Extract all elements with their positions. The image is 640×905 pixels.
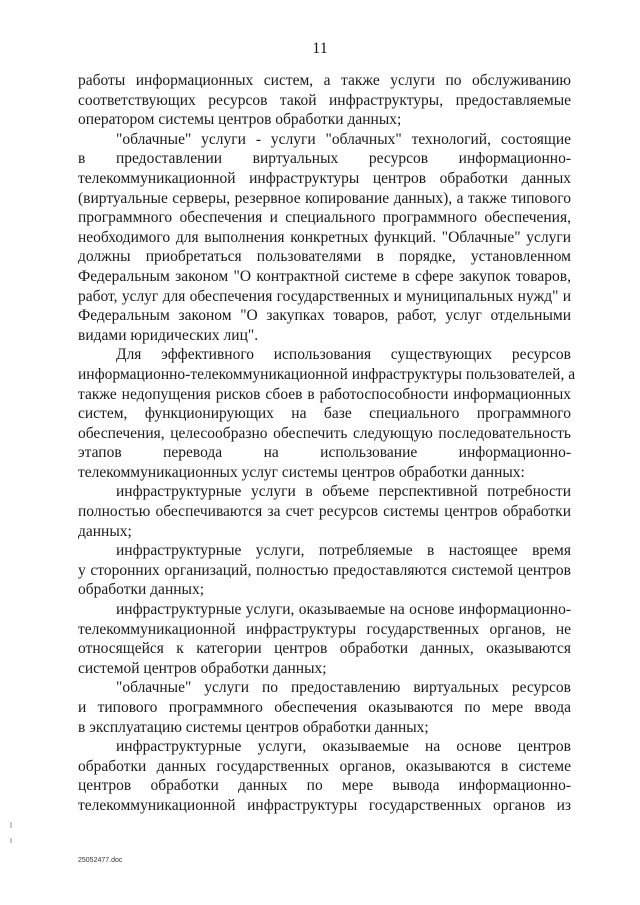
text-line: инфраструктурные услуги, оказываемые на основе центров (116, 738, 571, 756)
text-line: системой центров обработки данных; (78, 659, 327, 677)
text-line: оператором системы центров обработки данных; (78, 111, 402, 129)
text-line: относящейся к категории центров обработки данных, оказываются (78, 640, 571, 658)
text-line: необходимого для выполнения конкретных функций. "Облачные" услуги (78, 228, 571, 246)
document-footer: 25052477.doc (78, 857, 123, 864)
text-line: (виртуальные серверы, резервное копирование данных), а также типового (78, 189, 571, 207)
text-line: программного обеспечения и специального программного обеспечения, (78, 209, 571, 227)
text-line: видами юридических лиц". (78, 326, 259, 344)
text-line: инфраструктурные услуги, оказываемые на основе информационно- (116, 601, 571, 619)
scan-margin-mark (10, 838, 12, 843)
text-line: телекоммуникационной инфраструктуры центров обработки данных (78, 169, 571, 187)
text-line: обработки данных; (78, 581, 204, 599)
text-line: "облачные" услуги по предоставлению виртуальных ресурсов (116, 679, 571, 697)
page-number: 11 (312, 40, 328, 57)
document-body (78, 71, 576, 816)
text-line: данных; (78, 522, 132, 540)
text-line: соответствующих ресурсов такой инфраструктуры, предоставляемые (78, 91, 571, 109)
text-line: систем, функционирующих на базе специального программного (78, 405, 571, 423)
scan-margin-mark (10, 822, 12, 828)
text-line: телекоммуникационной инфраструктуры государственных органов из (78, 796, 571, 814)
text-line: в эксплуатацию системы центров обработки данных; (78, 718, 429, 736)
text-line: этапов перевода на использование информационно- (78, 444, 571, 462)
text-line: Федеральным законом "О контрактной системе в сфере закупок товаров, (78, 267, 571, 285)
text-line: работ, услуг для обеспечения государственных и муниципальных нужд" и (78, 287, 571, 305)
text-line: Федеральным законом "О закупках товаров, работ, услуг отдельными (78, 307, 571, 325)
text-line: инфраструктурные услуги, потребляемые в настоящее время (116, 542, 571, 560)
text-line: инфраструктурные услуги в объеме перспективной потребности (116, 483, 571, 501)
text-line: информационно-телекоммуникационной инфраструктуры пользователей, а (78, 365, 576, 383)
text-line: телекоммуникационной инфраструктуры государственных органов, не (78, 620, 571, 638)
text-line: у сторонних организаций, полностью предоставляются системой центров (78, 561, 571, 579)
text-line: работы информационных систем, а также услуги по обслуживанию (78, 72, 571, 89)
text-line: полностью обеспечиваются за счет ресурсов системы центров обработки (78, 503, 571, 521)
text-line: должны приобретаться пользователями в порядке, установленном (78, 248, 571, 266)
text-line: в предоставлении виртуальных ресурсов информационно- (78, 150, 571, 168)
text-line: Для эффективного использования существующих ресурсов (116, 346, 571, 364)
text-line: и типового программного обеспечения оказываются по мере ввода (78, 699, 571, 716)
text-line: центров обработки данных по мере вывода информационно- (78, 777, 571, 795)
text-line: также недопущения рисков сбоев в работоспособности информационных (78, 385, 571, 403)
text-line: обеспечения, целесообразно обеспечить следующую последовательность (78, 424, 571, 442)
text-line: "облачные" услуги - услуги "облачных" технологий, состоящие (116, 130, 571, 148)
text-line: обработки данных государственных органов, оказываются в системе (78, 757, 571, 775)
text-line: телекоммуникационных услуг системы центров обработки данных: (78, 463, 525, 481)
